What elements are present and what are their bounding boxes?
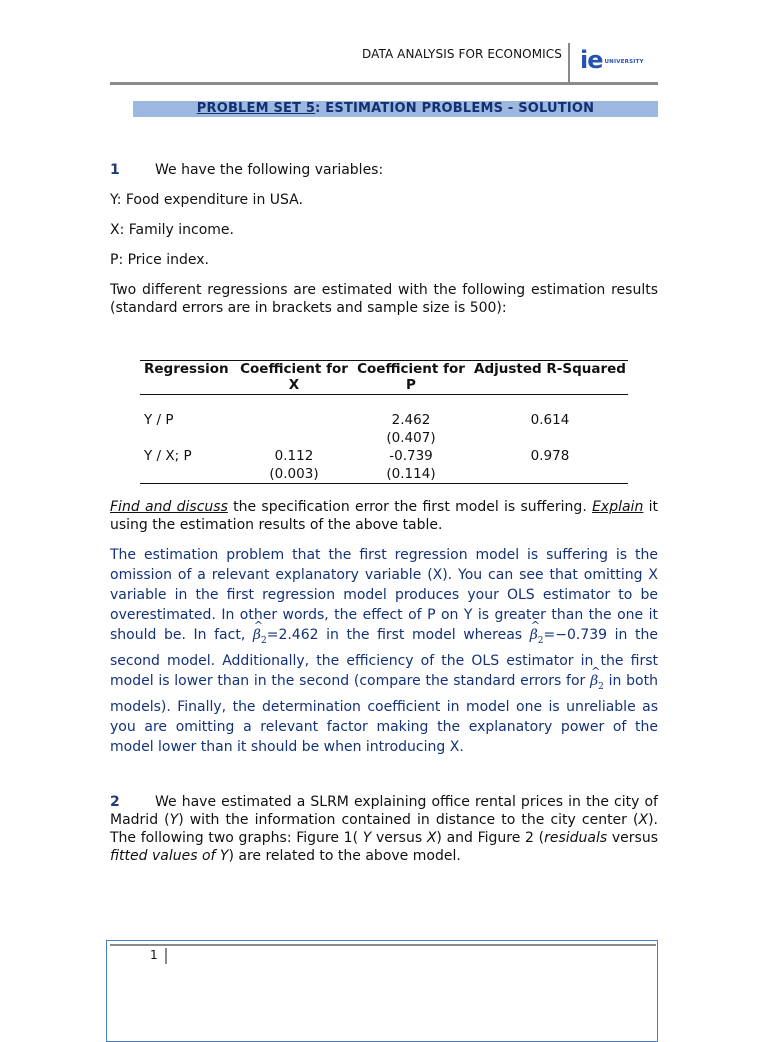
q1-intro [110, 161, 658, 179]
col-header-coef-x: Coefficient for X [238, 361, 350, 395]
q1-answer: The estimation problem that the first regression model is suffering is the omission of a relevant explanatory variable (X). You can see that omitting X variable in the first regression model produces your OLS estimator to be overestimated. In other words, the effect of P on Y is greater than the one it should be. In fact, ^ $\beta_2=2.462$ in the first model whereas ^ $\beta_2=-0.739$ in the second model. Additionally, the efficiency of the OLS estimator in the first model is lower than in the second (compare the standard errors for ^ $\beta_2$ in both models). Finally, the determination coefficient in model one is unreliable as you are omitting a relevant factor making the explanatory power of the model lower than it should be when introducing X. [110, 545, 658, 758]
cell-adj-r2: 0.978 [472, 447, 628, 484]
cell-coef-x: 0.112 (0.003) [238, 447, 350, 484]
header-rule [110, 82, 658, 85]
cell-coef-p: -0.739 (0.114) [350, 447, 472, 484]
page-title [133, 101, 658, 117]
title-suffix: : ESTIMATION PROBLEMS - SOLUTION [315, 101, 595, 116]
cell-coef-x [238, 411, 350, 447]
beta-symbol: ^ $\beta_2$ [590, 673, 604, 689]
page-number: 1 [150, 948, 158, 962]
col-header-adj-r2: Adjusted R-Squared [472, 361, 628, 395]
table-row [140, 411, 628, 447]
col-header-regression: Regression [140, 361, 238, 395]
logo-mark: ie [580, 46, 603, 74]
col-header-coef-p: Coefficient for P [350, 361, 472, 395]
q1-var-x: X: Family income. [110, 222, 234, 238]
q1-var-y: Y: Food expenditure in USA. [110, 192, 303, 208]
q1-question-emph-a: Find and discuss [110, 499, 228, 515]
q1-question-emph-b: Explain [592, 499, 644, 515]
footer-box [106, 940, 658, 1042]
q1-var-p: P: Price index. [110, 252, 209, 268]
table-row [140, 447, 628, 484]
q1-setup: Two different regressions are estimated with the following estimation results (standard errors are in brackets and sample size is 500): [110, 282, 658, 316]
q1-question: Find and discuss the specification error the first model is suffering. Explain it using the estimation results of the above table. [110, 499, 658, 533]
footer-rule [110, 944, 656, 946]
cell-regression: Y / P [144, 412, 174, 428]
cell-coef-p: 2.462 (0.407) [386, 412, 436, 446]
beta-symbol: ^ $\beta_2$ [253, 627, 267, 643]
cell-adj-r2: 0.614 [530, 412, 570, 428]
q2-statement: 2 We have estimated a SLRM explaining office rental prices in the city of Madrid (Y) with the information contained in distance to the city center (X). The following two graphs: Figure 1( Y versus X) and Figure 2 (residuals versus fitted values of Y) are related to the above model. [110, 794, 658, 864]
header-divider [568, 43, 570, 83]
title-prefix: PROBLEM SET 5 [196, 101, 316, 116]
header-course-title: DATA ANALYSIS FOR ECONOMICS [361, 47, 562, 61]
q2-number: 2 [110, 794, 120, 810]
cell-regression: Y / X; P [140, 447, 238, 484]
logo-subtext: UNIVERSITY [604, 59, 644, 65]
q1-intro-text: We have the following variables: [155, 162, 384, 178]
page-number-divider [165, 948, 167, 964]
ie-university-logo [580, 46, 644, 74]
q1-number: 1 [110, 162, 120, 178]
regression-table [140, 360, 628, 484]
beta-symbol: ^ $\beta_2$ [530, 627, 544, 643]
